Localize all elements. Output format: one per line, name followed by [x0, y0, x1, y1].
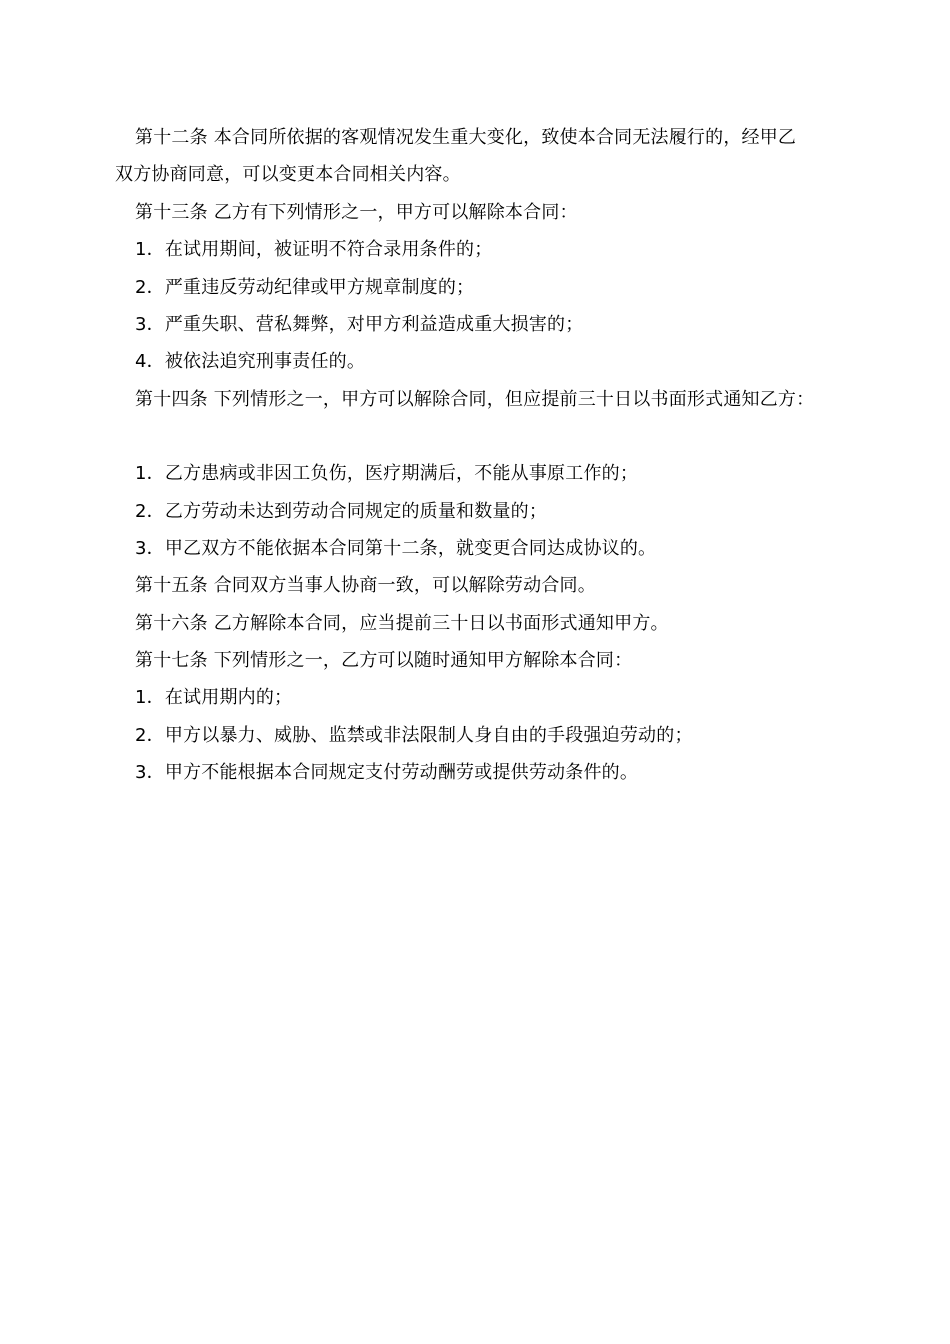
article-13-item-4: 4．被依法追究刑事责任的。 — [135, 351, 366, 372]
article-13-item-1: 1．在试用期间，被证明不符合录用条件的； — [135, 239, 493, 260]
article-13-item-3: 3．严重失职、营私舞弊，对甲方利益造成重大损害的； — [135, 314, 584, 335]
article-14-item-2: 2．乙方劳动未达到劳动合同规定的质量和数量的； — [135, 501, 548, 522]
article-12-line-2: 双方协商同意，可以变更本合同相关内容。 — [115, 164, 461, 185]
article-15-line: 第十五条 合同双方当事人协商一致，可以解除劳动合同。 — [135, 575, 596, 596]
article-13-heading: 第十三条 乙方有下列情形之一，甲方可以解除本合同： — [135, 202, 578, 223]
article-13-item-2: 2．严重违反劳动纪律或甲方规章制度的； — [135, 277, 475, 298]
article-17-item-3: 3．甲方不能根据本合同规定支付劳动酬劳或提供劳动条件的。 — [135, 762, 639, 783]
article-14-item-3: 3．甲乙双方不能依据本合同第十二条，就变更合同达成协议的。 — [135, 538, 657, 559]
article-17-item-2: 2．甲方以暴力、威胁、监禁或非法限制人身自由的手段强迫劳动的； — [135, 725, 693, 746]
article-17-item-1: 1．在试用期内的； — [135, 687, 293, 708]
article-12-line-1: 第十二条 本合同所依据的客观情况发生重大变化，致使本合同无法履行的，经甲乙 — [135, 127, 797, 148]
article-17-heading: 第十七条 下列情形之一，乙方可以随时通知甲方解除本合同： — [135, 650, 633, 671]
article-14-heading: 第十四条 下列情形之一，甲方可以解除合同，但应提前三十日以书面形式通知乙方： — [135, 389, 815, 410]
article-16-line: 第十六条 乙方解除本合同，应当提前三十日以书面形式通知甲方。 — [135, 613, 669, 634]
article-14-item-1: 1．乙方患病或非因工负伤，医疗期满后，不能从事原工作的； — [135, 463, 639, 484]
